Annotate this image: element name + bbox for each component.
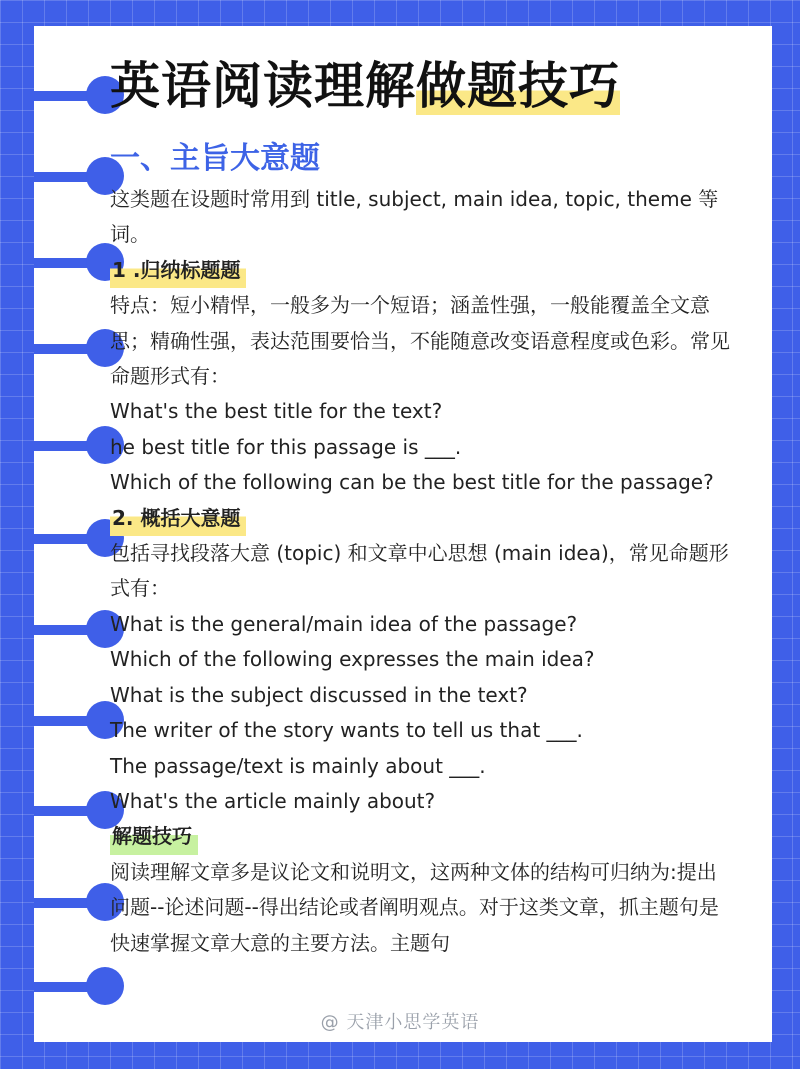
subsection-description: 包括寻找段落大意 (topic) 和文章中心思想 (main idea)，常见命题形式有： <box>110 541 729 601</box>
question-pattern: The writer of the story wants to tell us that ___. <box>110 718 583 743</box>
question-pattern: Which of the following expresses the main idea? <box>110 647 595 672</box>
section-heading: 一、主旨大意题 <box>110 141 320 176</box>
question-pattern: he best title for this passage is ___. <box>110 434 462 459</box>
question-pattern: What is the subject discussed in the text? <box>110 682 528 707</box>
section-intro: 这类题在设题时常用到 title, subject, main idea, topic, theme 等词。 <box>110 187 719 247</box>
tips-label: 解题技巧 <box>110 819 198 854</box>
question-pattern: What's the article mainly about? <box>110 788 436 813</box>
subsection-label: 2. 概括大意题 <box>110 501 246 536</box>
question-pattern: What's the best title for the text? <box>110 399 443 424</box>
page-title <box>110 46 620 118</box>
binder-ring <box>34 967 130 1007</box>
title-main: 英语阅读理解 <box>110 57 416 115</box>
subsection-label: 1 .归纳标题题 <box>110 253 246 288</box>
question-pattern: The passage/text is mainly about ___. <box>110 753 486 778</box>
article-body <box>110 182 735 961</box>
question-pattern: What is the general/main idea of the passage? <box>110 611 578 636</box>
watermark: @ 天津小思学英语 <box>320 1012 480 1033</box>
question-pattern: Which of the following can be the best title for the passage? <box>110 470 714 495</box>
tips-text: 阅读理解文章多是议论文和说明文，这两种文体的结构可归纳为:提出问题--论述问题--得出结论或者阐明观点。对于这类文章，抓主题句是快速掌握文章大意的主要方法。主题句 <box>110 859 719 955</box>
title-highlight: 做题技巧 <box>416 57 620 115</box>
subsection-description: 特点：短小精悍，一般多为一个短语；涵盖性强，一般能覆盖全文意思；精确性强，表达范围要恰当，不能随意改变语意程度或色彩。常见命题形式有： <box>110 293 730 389</box>
